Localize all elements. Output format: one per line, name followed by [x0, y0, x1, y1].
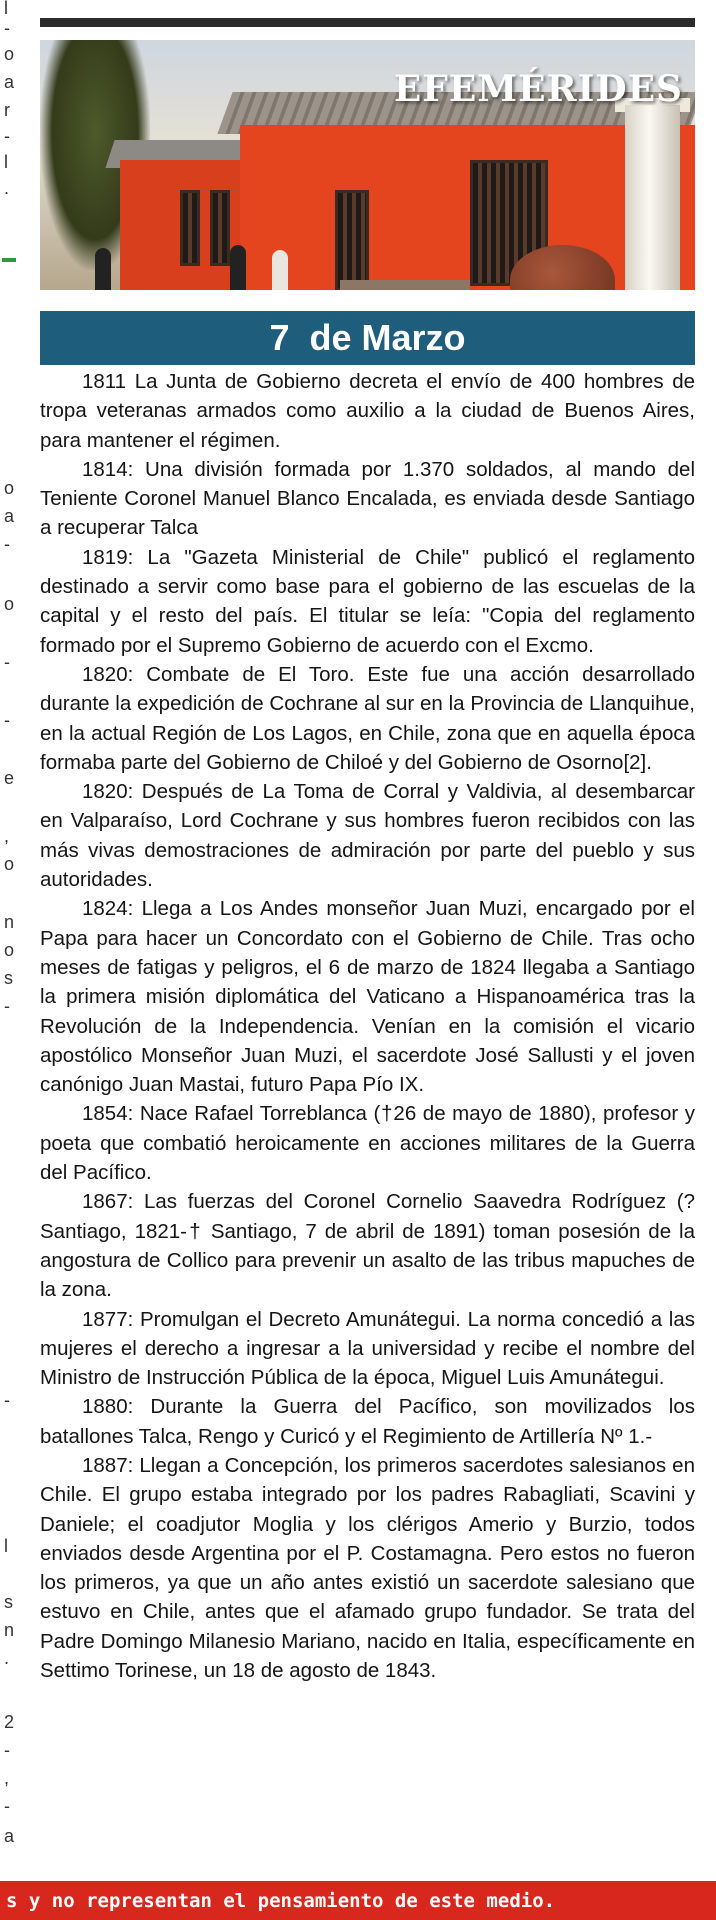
gutter-fragment: .: [4, 1648, 10, 1668]
entry-1854: 1854: Nace Rafael Torreblanca (†26 de mayo de 1880), profesor y poeta que combatió heroicamente en acciones militares de la Guerra del Pacífico.: [40, 1102, 695, 1185]
ephemerides-list: [40, 367, 695, 1685]
gutter-fragment: -: [4, 534, 10, 554]
gutter-fragment: o: [4, 940, 15, 960]
window: [210, 190, 230, 266]
gutter-fragment: o: [4, 854, 15, 874]
gutter-fragment: -: [4, 1390, 10, 1410]
green-accent-mark: [2, 258, 16, 262]
entry-1887: 1887: Llegan a Concepción, los primeros sacerdotes salesianos en Chile. El grupo estaba integrado por los padres Rabagliati, Scavini y Daniele; el coadjutor Moglia y los clérigos Amerio y Burzio, todos enviados desde Argentina por el P. Costamagna. Pero estos no fueron los primeros, ya que un año antes existió un sacerdote salesiano que estuvo en Chile, antes que el afamado grupo fundador. Se trata del Padre Domingo Milanesio Mariano, nacido en Italia, específicamente en Settimo Torinese, un 18 de agosto de 1843.: [40, 1453, 695, 1683]
pedestrian-figure: [95, 248, 111, 290]
bench: [340, 280, 470, 290]
entry-1820-cochrane: 1820: Después de La Toma de Corral y Valdivia, al desembarcar en Valparaíso, Lord Cochrane y sus hombres fueron recibidos con las más vivas demostraciones de admiración por parte del pueblo y sus autoridades.: [40, 780, 695, 892]
gutter-fragment: s: [4, 968, 13, 988]
pedestrian-figure: [272, 250, 288, 290]
gutter-fragment: 2: [4, 1712, 15, 1732]
date-heading: 7 de Marzo: [269, 317, 466, 358]
gutter-fragment: s: [4, 1592, 13, 1612]
white-column: [625, 105, 680, 290]
pedestrian-figure: [230, 245, 246, 290]
gutter-fragment: n: [4, 1620, 15, 1640]
section-title: EFEMÉRIDES: [393, 68, 683, 110]
gutter-fragment: a: [4, 72, 15, 92]
gutter-fragment: -: [4, 1796, 10, 1816]
footer-disclaimer-bar: [0, 1881, 716, 1920]
window: [335, 190, 369, 290]
gutter-fragment: n: [4, 912, 15, 932]
gutter-fragment: r: [4, 100, 10, 120]
gutter-fragment: .: [4, 178, 10, 198]
gutter-fragment: o: [4, 594, 15, 614]
gutter-fragment: a: [4, 1826, 15, 1846]
gutter-fragment: -: [4, 1740, 10, 1760]
entry-1811: 1811 La Junta de Gobierno decreta el envío de 400 hombres de tropa veteranas armados como auxilio a la ciudad de Buenos Aires, para mantener el régimen.: [40, 370, 695, 452]
gutter-fragment: o: [4, 478, 15, 498]
gutter-fragment: o: [4, 44, 15, 64]
gutter-fragment: -: [4, 18, 10, 38]
footer-disclaimer: s y no representan el pensamiento de este medio.: [6, 1889, 556, 1912]
gutter-fragment: ,: [4, 826, 10, 846]
header-banner-photo: [40, 40, 695, 290]
left-column-cropped-text: [0, 0, 22, 1880]
date-heading-bar: [40, 311, 695, 365]
top-rule: [40, 18, 695, 27]
gutter-fragment: -: [4, 652, 10, 672]
gutter-fragment: l: [4, 152, 8, 172]
entry-1880: 1880: Durante la Guerra del Pacífico, son movilizados los batallones Talca, Rengo y Curicó y el Regimiento de Artillería Nº 1.-: [40, 1395, 695, 1448]
entry-1867: 1867: Las fuerzas del Coronel Cornelio Saavedra Rodríguez (? Santiago, 1821-† Santiago, 7 de abril de 1891) toman posesión de la angostura de Collico para prevenir un asalto de las tribus mapuches de la zona.: [40, 1190, 695, 1302]
gutter-fragment: -: [4, 710, 10, 730]
gutter-fragment: ,: [4, 1768, 10, 1788]
entry-1820-combate: 1820: Combate de El Toro. Este fue una acción desarrollado durante la expedición de Cochrane al sur en la Provincia de Llanquihue, en la actual Región de Los Lagos, en Chile, zona que en aquella época formaba parte del Gobierno de Chiloé y del Gobierno de Osorno[2].: [40, 662, 695, 774]
gutter-fragment: l: [4, 1536, 8, 1556]
window: [180, 190, 200, 266]
gutter-fragment: l: [4, 0, 8, 18]
entry-1819: 1819: La "Gazeta Ministerial de Chile" publicó el reglamento destinado a servir como base para el gobierno de las escuelas de la capital y el resto del país. El titular se leía: "Copia del reglamento formado por el Supremo Gobierno de acuerdo con el Excmo.: [40, 545, 695, 657]
entry-1814: 1814: Una división formada por 1.370 soldados, al mando del Teniente Coronel Manuel Blanco Encalada, es enviada desde Santiago a recuperar Talca: [40, 457, 695, 540]
entry-1877: 1877: Promulgan el Decreto Amunátegui. La norma concedió a las mujeres el derecho a ingresar a la universidad y recibe el nombre del Ministro de Instrucción Pública de la época, Miguel Luis Amunátegui.: [40, 1307, 695, 1390]
entry-1824: 1824: Llega a Los Andes monseñor Juan Muzi, encargado por el Papa para hacer un Concordato con el Gobierno de Chile. Tras ocho meses de fatigas y peligros, el 6 de marzo de 1824 llegaba a Santiago la primera misión diplomática del Vaticano a Hispanoamérica tras la Revolución de la Independencia. Venían en la comisión el vicario apostólico Monseñor Juan Muzi, el sacerdote José Sallusti y el joven canónigo Juan Mastai, futuro Papa Pío IX.: [40, 897, 695, 1097]
gutter-fragment: -: [4, 996, 10, 1016]
gutter-fragment: a: [4, 506, 15, 526]
gutter-fragment: -: [4, 126, 10, 146]
gutter-fragment: e: [4, 768, 15, 788]
